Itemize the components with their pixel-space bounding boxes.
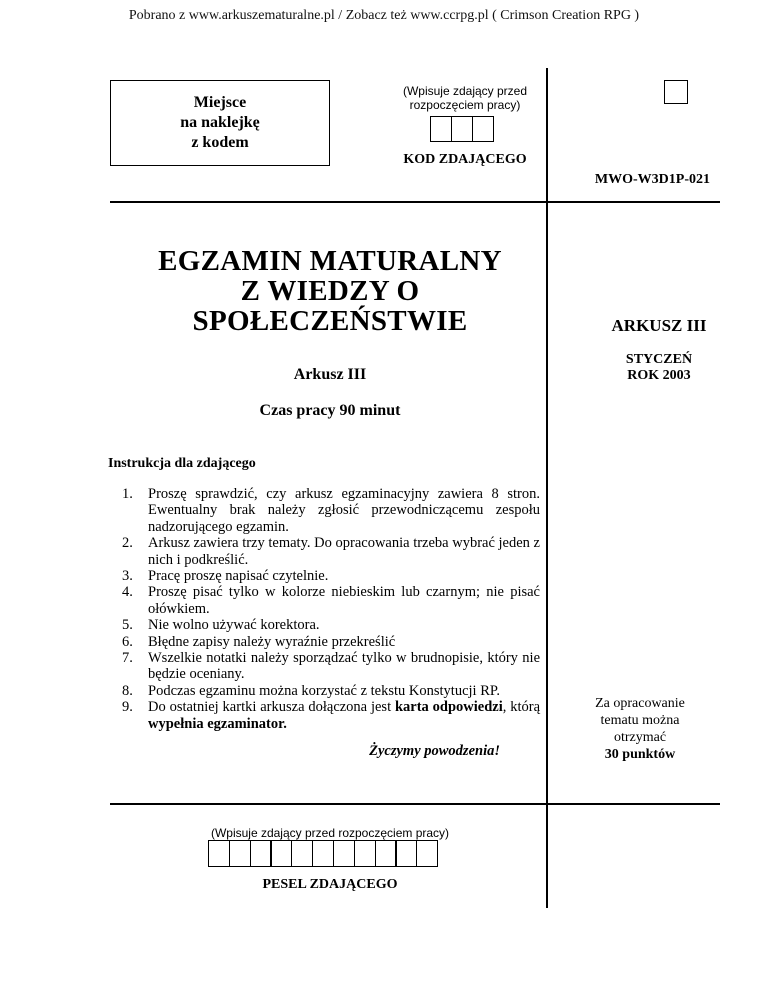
instruction-text: Pracę proszę napisać czytelnie.: [148, 568, 329, 585]
pesel-digit-box[interactable]: [416, 840, 438, 867]
points-line-1: Za opracowanie: [595, 696, 685, 711]
pesel-digit-box[interactable]: [312, 840, 334, 867]
pesel-digit-box[interactable]: [270, 840, 292, 867]
instruction-number: 9.: [122, 699, 133, 716]
code-digit-box[interactable]: [430, 116, 452, 142]
vertical-divider: [546, 68, 548, 908]
pesel-digit-box[interactable]: [291, 840, 313, 867]
instruction-number: 4.: [122, 584, 133, 601]
sticker-line-1: Miejsce: [193, 94, 247, 111]
instruction-number: 8.: [122, 682, 133, 699]
pesel-digit-box[interactable]: [250, 840, 272, 867]
instruction-number: 7.: [122, 650, 133, 667]
instruction-item: [108, 486, 540, 535]
instruction-item: [108, 683, 540, 699]
instructions-list: [108, 486, 540, 732]
bottom-divider: [110, 803, 720, 805]
sticker-placeholder-box: [110, 80, 330, 166]
instruction-text: Arkusz zawiera trzy tematy. Do opracowania trzeba wybrać jeden z nich i podkreślić.: [148, 535, 540, 568]
code-digit-box[interactable]: [472, 116, 494, 142]
document-code: MWO-W3D1P-021: [594, 172, 710, 187]
answer-card-emphasis: karta odpowiedzi: [394, 699, 503, 716]
points-value: 30 punktów: [604, 747, 676, 762]
title-line-3: SPOŁECZEŃSTWIE: [192, 305, 468, 337]
instruction-text: Proszę sprawdzić, czy arkusz egzaminacyjny zawiera 8 stron. Ewentualny brak należy zgłosić przewodniczącemu zespołu nadzorującego egzamin.: [148, 486, 540, 535]
pesel-digit-box[interactable]: [395, 840, 417, 867]
instruction-text: Błędne zapisy należy wyraźnie przekreślić: [148, 633, 396, 650]
code-digit-box[interactable]: [451, 116, 473, 142]
source-header: Pobrano z www.arkuszematuralne.pl / Zobacz też www.ccrpg.pl ( Crimson Creation RPG ): [128, 8, 640, 23]
candidate-code-boxes[interactable]: [430, 116, 494, 142]
instruction-item: [108, 634, 540, 650]
pesel-digit-box[interactable]: [375, 840, 397, 867]
pesel-digit-box[interactable]: [208, 840, 230, 867]
instruction-text: Proszę pisać tylko w kolorze niebieskim lub czarnym; nie pisać ołówkiem.: [148, 584, 540, 617]
sheet-label: Arkusz III: [293, 366, 367, 383]
instruction-item: [108, 617, 540, 633]
instruction-number: 2.: [122, 535, 133, 552]
instruction-text: Nie wolno używać korektora.: [148, 617, 320, 634]
corner-checkbox[interactable]: [664, 80, 688, 104]
pesel-digit-box[interactable]: [354, 840, 376, 867]
instruction-number: 5.: [122, 617, 133, 634]
pesel-label: PESEL ZDAJĄCEGO: [262, 877, 398, 892]
instruction-text-part: , którą: [502, 699, 541, 716]
instruction-text: Wszelkie notatki należy sporządzać tylko w brudnopisie, który nie będzie oceniany.: [148, 650, 540, 683]
sticker-line-2: na naklejkę: [180, 114, 260, 131]
title-line-1: EGZAMIN MATURALNY: [158, 245, 502, 277]
instruction-text: Podczas egzaminu można korzystać z tekstu Konstytucji RP.: [148, 682, 500, 699]
sticker-line-3: z kodem: [191, 134, 249, 151]
sheet-number-right: ARKUSZ III: [611, 316, 707, 335]
instruction-item: [108, 650, 540, 683]
instruction-number: 3.: [122, 568, 133, 585]
code-note-line-1: (Wpisuje zdający przed: [402, 84, 528, 98]
code-entry-note: [380, 84, 550, 112]
points-info: [560, 695, 720, 763]
instruction-item: [108, 568, 540, 584]
top-divider: [110, 201, 720, 203]
code-note-line-2: rozpoczęciem pracy): [409, 98, 521, 112]
exam-title: [110, 246, 550, 336]
instruction-item: [108, 584, 540, 617]
date-month: STYCZEŃ: [625, 352, 693, 367]
examiner-emphasis: wypełnia egzaminator.: [148, 715, 287, 732]
instructions-title: Instrukcja dla zdającego: [108, 456, 256, 471]
good-luck-message: Życzymy powodzenia!: [369, 743, 500, 759]
instruction-number: 6.: [122, 633, 133, 650]
candidate-code-label: KOD ZDAJĄCEGO: [403, 152, 527, 167]
pesel-boxes[interactable]: [208, 840, 438, 867]
time-limit: Czas pracy 90 minut: [259, 402, 401, 419]
pesel-digit-box[interactable]: [229, 840, 251, 867]
pesel-entry-note: (Wpisuje zdający przed rozpoczęciem pracy): [210, 826, 450, 840]
exam-date: [550, 352, 768, 384]
pesel-digit-box[interactable]: [333, 840, 355, 867]
instruction-text-part: Do ostatniej kartki arkusza dołączona jest: [148, 699, 395, 716]
instruction-text: [148, 699, 540, 732]
instruction-number: 1.: [122, 486, 133, 502]
date-year: ROK 2003: [627, 368, 691, 383]
points-line-3: otrzymać: [613, 730, 667, 745]
points-line-2: tematu można: [600, 713, 680, 728]
title-line-2: Z WIEDZY O: [240, 275, 420, 307]
instruction-item: [108, 699, 540, 732]
instruction-item: [108, 535, 540, 568]
